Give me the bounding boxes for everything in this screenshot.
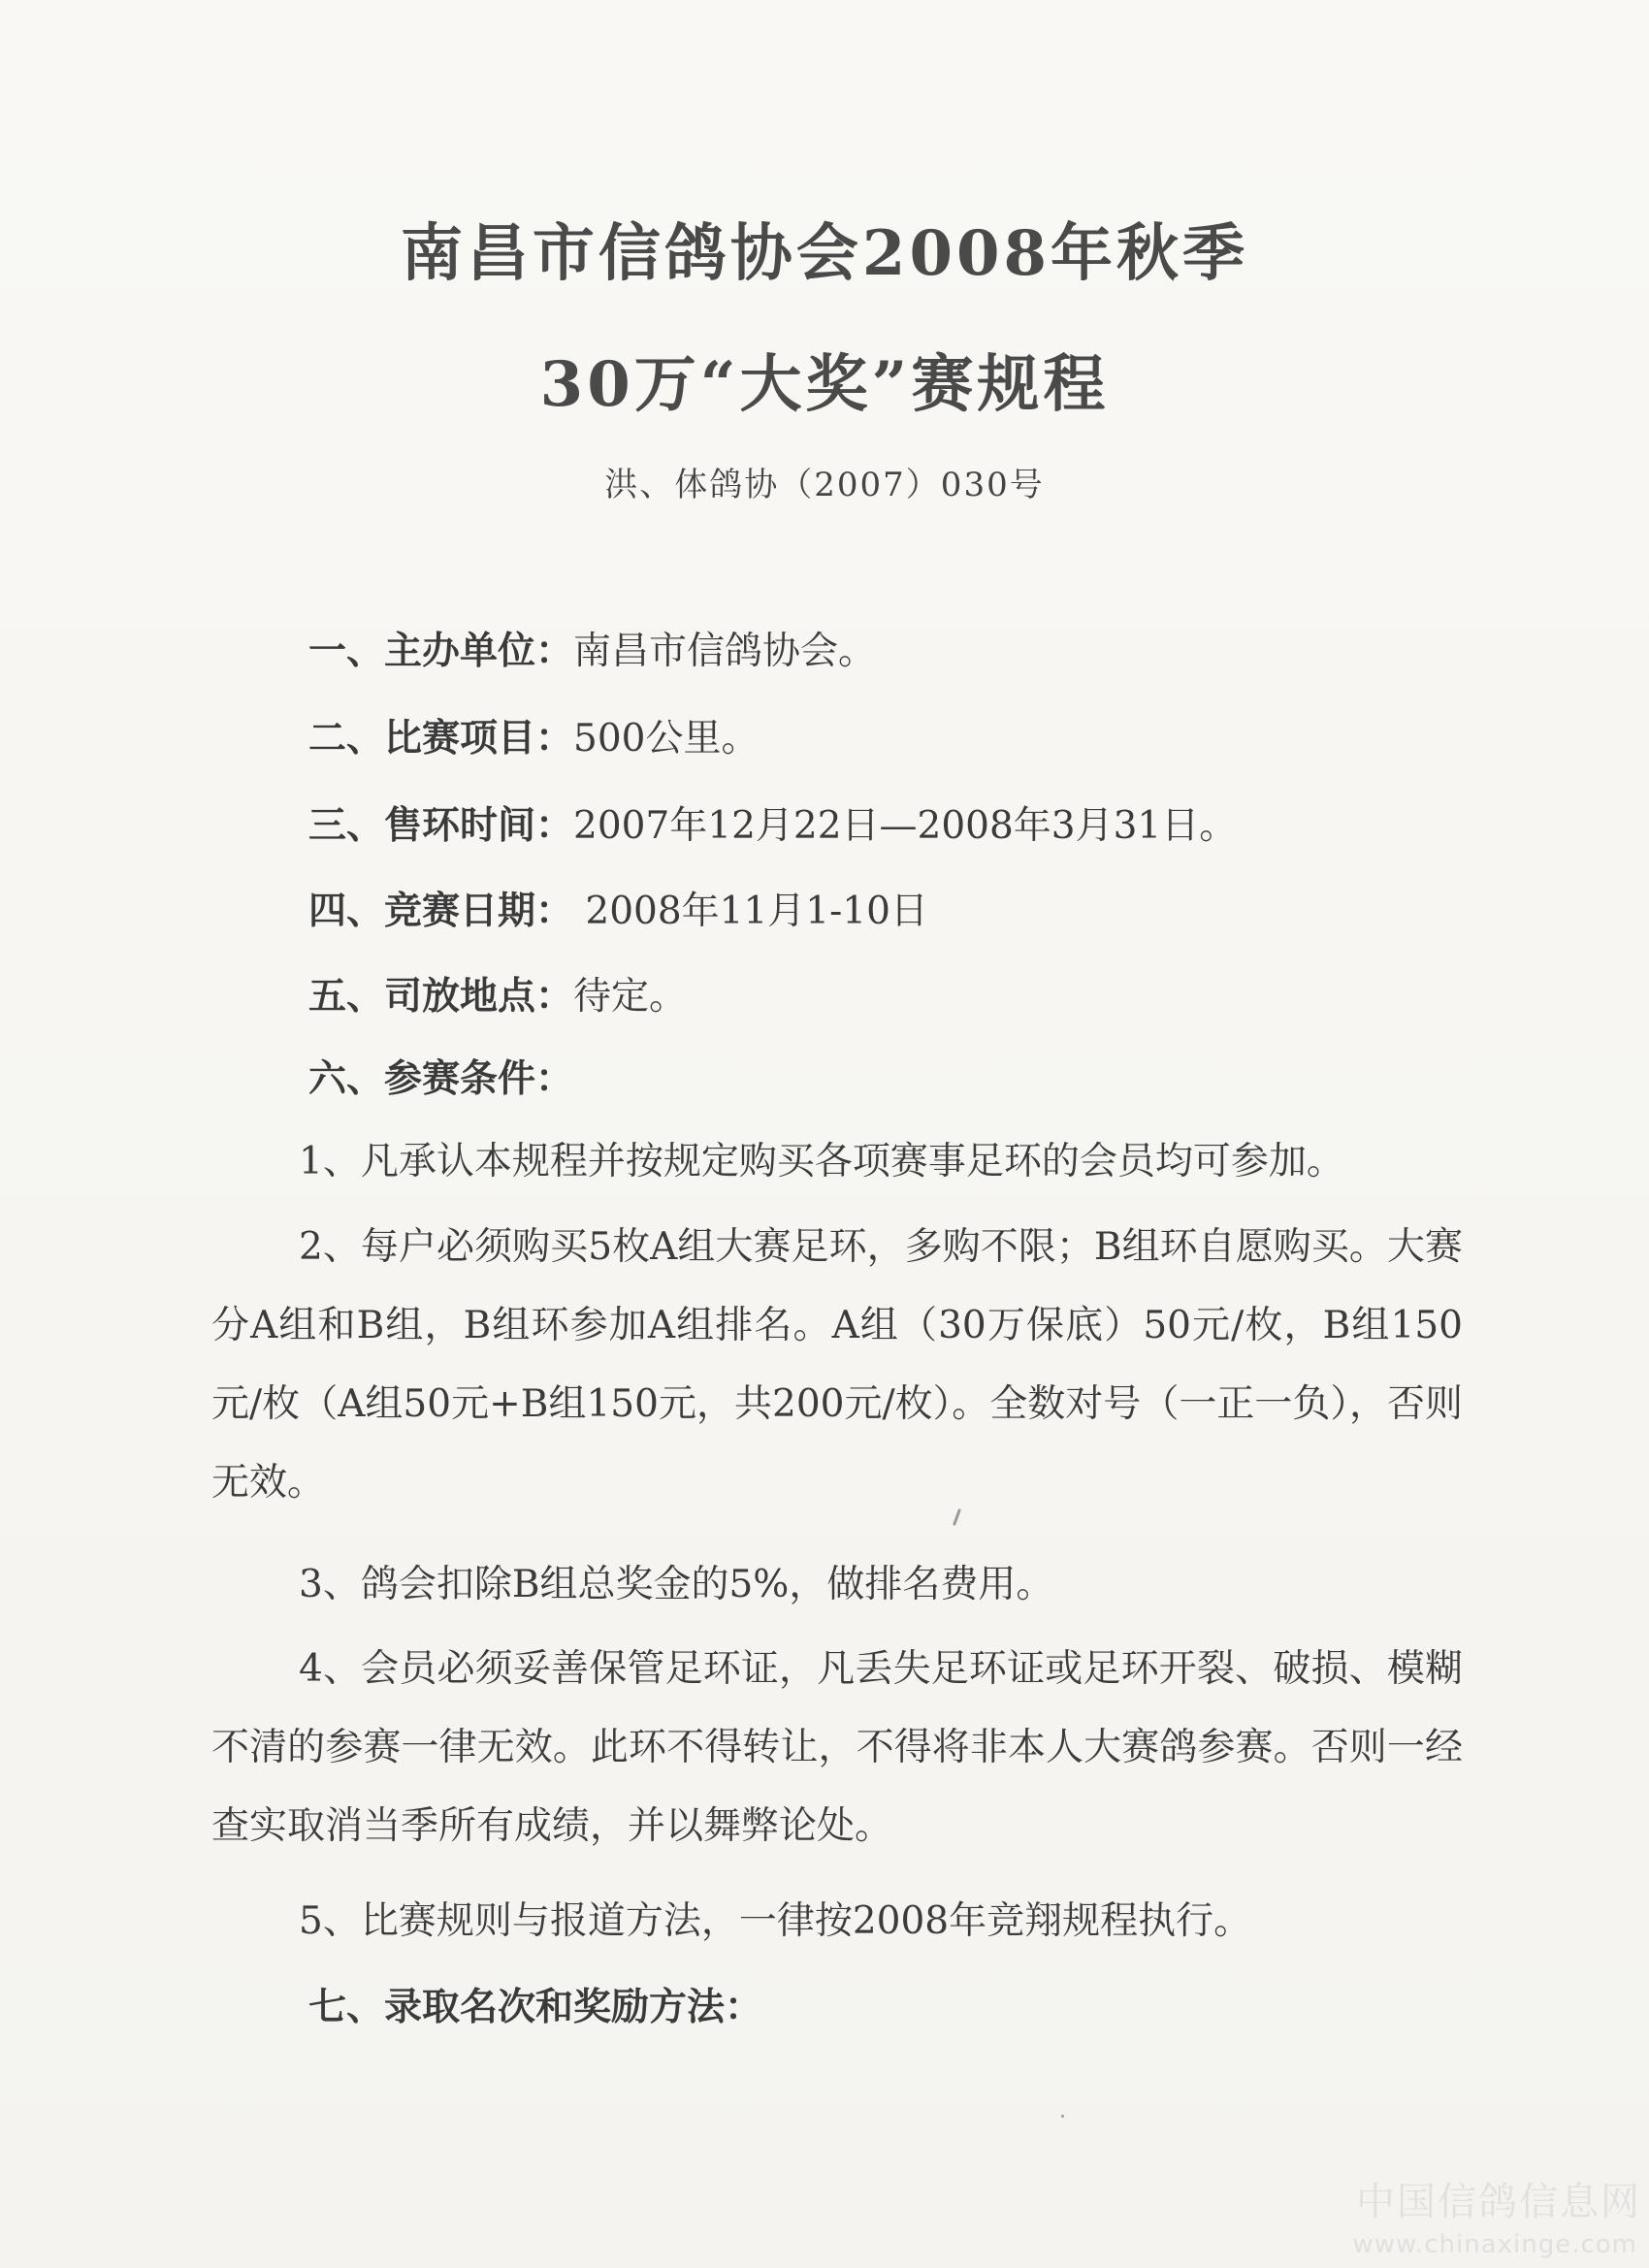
document-number: 洪、体鸽协（2007）030号 bbox=[604, 466, 1045, 504]
section-head: 二、比赛项目： bbox=[308, 716, 574, 761]
section-head: 七、录取名次和奖励方法： bbox=[308, 1985, 763, 2029]
section-text: 2008年11月1-10日 bbox=[573, 890, 928, 933]
section-event bbox=[308, 716, 760, 761]
scan-speck bbox=[1061, 2115, 1064, 2118]
section-text: 500公里。 bbox=[573, 717, 760, 761]
section-release-site bbox=[308, 974, 688, 1019]
section-head: 五、司放地点： bbox=[308, 974, 574, 1019]
document-title-line1: 南昌市信鸽协会2008年秋季 bbox=[400, 217, 1249, 290]
document-title-line2: 30万“大奖”赛规程 bbox=[539, 348, 1110, 421]
section-entry-conditions bbox=[308, 1056, 574, 1101]
section-head: 三、售环时间： bbox=[308, 803, 574, 848]
site-watermark-url: www.chinaxinge.com bbox=[1352, 2230, 1637, 2259]
condition-item-2: 2、每户必须购买5枚A组大赛足环，多购不限；B组环自愿购买。大赛分A组和B组，B组环参加A组排名。A组（30万保底）50元/枚，B组150元/枚（A组50元+B组150元，共200元/枚）。全数对号（一正一负），否则无效。 bbox=[211, 1225, 1463, 1505]
section-ring-sale-period bbox=[308, 803, 1238, 848]
section-race-date bbox=[308, 889, 928, 933]
section-head: 一、主办单位： bbox=[308, 629, 574, 673]
section-head: 六、参赛条件： bbox=[308, 1056, 574, 1101]
section-organizer bbox=[308, 629, 877, 673]
section-text: 待定。 bbox=[573, 975, 688, 1019]
section-text: 2007年12月22日—2008年3月31日。 bbox=[573, 804, 1238, 848]
section-awards bbox=[308, 1985, 763, 2029]
condition-item-3: 3、鸽会扣除B组总奖金的5%，做排名费用。 bbox=[299, 1563, 1054, 1606]
condition-item-4: 4、会员必须妥善保管足环证，凡丢失足环证或足环开裂、破损、模糊不清的参赛一律无效。此环不得转让，不得将非本人大赛鸽参赛。否则一经查实取消当季所有成绩，并以舞弊论处。 bbox=[211, 1647, 1463, 1848]
condition-item-1: 1、凡承认本规程并按规定购买各项赛事足环的会员均可参加。 bbox=[299, 1140, 1344, 1183]
section-head: 四、竞赛日期： bbox=[308, 889, 574, 933]
section-text: 南昌市信鸽协会。 bbox=[573, 630, 877, 673]
condition-item-5: 5、比赛规则与报道方法，一律按2008年竞翔规程执行。 bbox=[299, 1899, 1252, 1943]
site-watermark-cn: 中国信鸽信息网 bbox=[1356, 2180, 1641, 2224]
